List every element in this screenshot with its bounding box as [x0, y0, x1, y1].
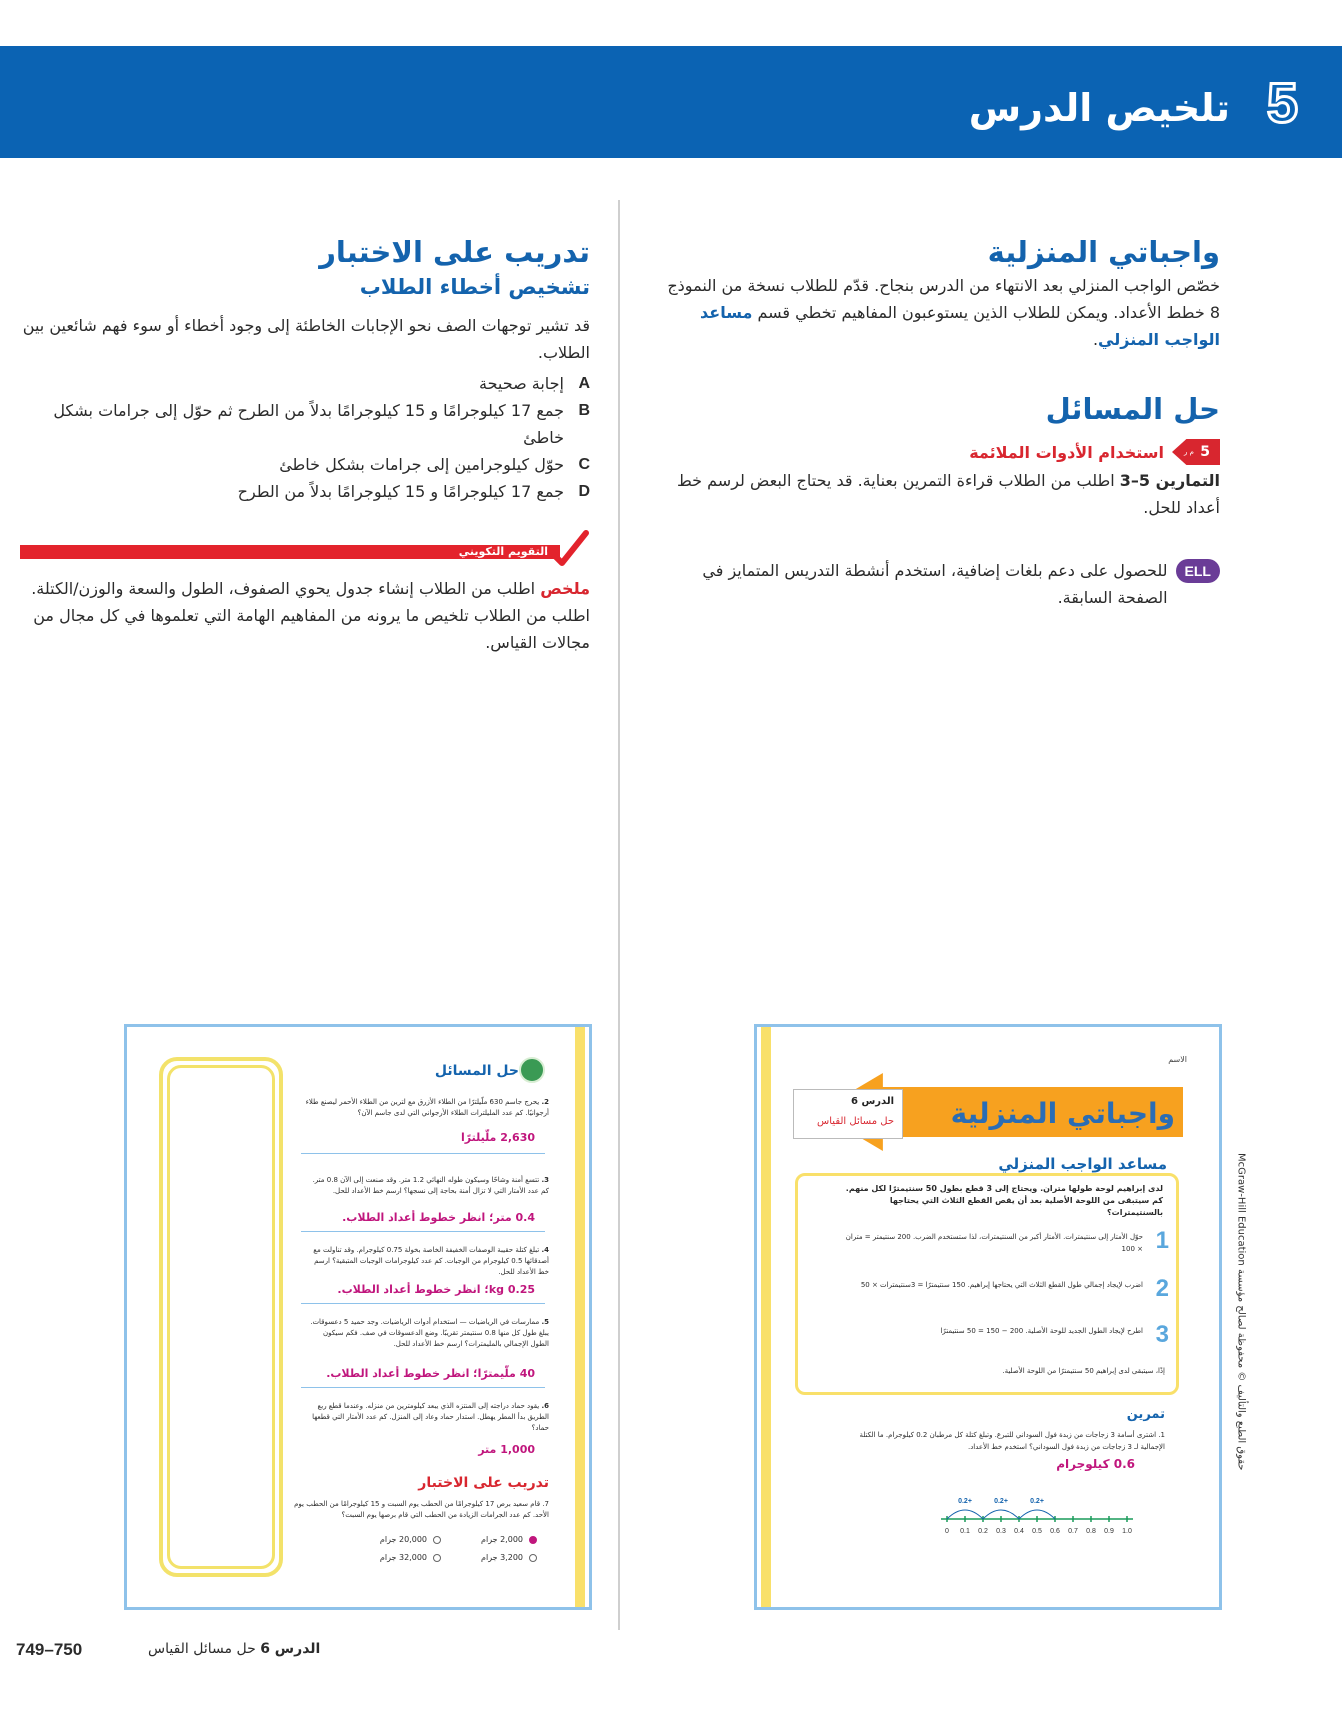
tools-heading — [660, 437, 1220, 467]
right-column — [660, 232, 1220, 611]
page-footer — [16, 1640, 376, 1666]
practice-tag-icon: م ر 5 — [1172, 439, 1220, 465]
answer-choices — [20, 370, 590, 505]
number-line-label: 1.0 — [1122, 1528, 1132, 1535]
wl-rule — [301, 1387, 545, 1388]
exercises-text: التمارين 5–3 اطلب من الطلاب قراءة التمرين بعناية. قد يحتاج البعض لرسم خط أعداد للحل. — [676, 471, 1220, 517]
ws-step-3: 3 اطرح لإيجاد الطول الجديد للوحة الأصلية. 200 − 150 = 50 سنتيمترًا — [940, 1321, 1169, 1348]
ell-note — [660, 557, 1220, 611]
number-line-label: 0.8 — [1086, 1528, 1096, 1535]
problem-solving-worksheet-thumbnail — [124, 1024, 592, 1610]
wl-test-heading: تدريب على الاختبار — [418, 1475, 549, 1491]
wl-item-3: 3. تتسع أمنة وشاحًا وسيكون طوله النهائي 1.2 متر. وقد صنعت إلى الآن 0.8 متر. كم عدد الأمتار التي لا تزال أمنة بحاجة إلى نسجها؟ ارسم خط الأعداد للحل. — [312, 1176, 549, 1195]
wl-rule — [301, 1303, 545, 1304]
number-line-label: 0.6 — [1050, 1528, 1060, 1535]
ws-conclusion: إذًا، سيتبقى لدى إبراهيم 50 سنتيمترًا من اللوحة الأصلية. — [1002, 1367, 1165, 1375]
choice-b: B جمع 17 كيلوجرامًا و 15 كيلوجرامًا بدلاً من الطرح ثم حوّل إلى جرامات بشكل خاطئ — [53, 401, 590, 447]
wl-answer-6: 1,000 متر — [478, 1443, 535, 1456]
ws-step-2: 2 اضرب لإيجاد إجمالي طول القطع الثلاث التي يحتاجها إبراهيم. 150 سنتيمترًا = 3سنتيمترات × 50 — [860, 1275, 1169, 1302]
formative-label: التقويم التكويني — [458, 545, 548, 558]
number-line-label: 0.2 — [978, 1528, 988, 1535]
choice-a: A إجابة صحيحة — [479, 374, 590, 393]
ws-helper-question: لدى إبراهيم لوحة طولها متران. ويحتاج إلى 3 قطع بطول 50 سنتيمترًا لكل منهم. كم سيتبقى من اللوحة الأصلية بعد أن يقص القطع الثلاث التي يحتاجها بالسنتيمترات؟ — [845, 1184, 1163, 1217]
left-column — [20, 232, 590, 656]
diagnose-intro: قد تشير توجهات الصف نحو الإجابات الخاطئة إلى وجود أخطاء أو سوء فهم شائعين بين الطلاب. — [22, 316, 590, 362]
ws-step-1: 1 حوّل الأمتار إلى سنتيمترات. الأمتار أكبر من السنتيمترات، لذا ستستخدم الضرب. 200 سنتيمتر = متران × 100 — [845, 1227, 1169, 1254]
problem-solving-heading: حل المسائل — [1045, 392, 1220, 426]
diagnose-errors-heading: تشخيص أخطاء الطلاب — [359, 275, 590, 299]
wl-answer-2: 2,630 ملّيلترًا — [460, 1131, 535, 1144]
choice-c: C حوّل كيلوجرامين إلى جرامات بشكل خاطئ — [279, 455, 590, 474]
number-line-jump-label: +0.2 — [958, 1498, 972, 1505]
wl-option-a: 2,000 جرام — [481, 1535, 537, 1544]
wl-item-2: 2. يحرج جاسم 630 ملّيلترًا من الطلاء الأزرق مع لترين من الطلاء الأحمر ليصنع طلاء أرجوانيًا. كم عدد المليلترات الطلاء الأرجواني التي لدى جاسم الآن؟ — [305, 1098, 549, 1117]
test-practice-heading: تدريب على الاختبار — [319, 235, 590, 269]
wl-option-d: 32,000 جرام — [380, 1553, 441, 1562]
number-line-label: 0.4 — [1014, 1528, 1024, 1535]
ws-lesson-box: الدرس 6 حل مسائل القياس — [793, 1089, 903, 1139]
number-line-label: 0 — [945, 1528, 949, 1535]
wl-rule — [301, 1153, 545, 1154]
wl-answer-3: 0.4 متر؛ انظر خطوط أعداد الطلاب. — [342, 1211, 535, 1224]
ws-practice-question: 1. اشترى أسامة 3 زجاجات من زبدة فول السوداني للتبرع. وتبلغ كتلة كل مرطبان 0.2 كيلوجرام. ما الكتلة الإجمالية لـ 3 زجاجات من زبدة فول السوداني؟ استخدم خط الأعداد. — [859, 1431, 1165, 1451]
number-line-label: 0.9 — [1104, 1528, 1114, 1535]
globe-icon — [519, 1057, 545, 1083]
page-numbers: 749–750 — [16, 1640, 83, 1659]
ws-practice-answer: 0.6 كيلوجرام — [1056, 1457, 1135, 1471]
checkmark-icon — [546, 529, 590, 569]
wl-test-question: 7. قام سعيد برص 17 كيلوجرامًا من الحطب يوم السبت و 15 كيلوجرامًا من الحطب يوم الأحد. كم عدد الجرامات الزيادة من الحطب التي قام برصها يوم السبت؟ — [294, 1500, 549, 1519]
homework-worksheet-thumbnail — [754, 1024, 1222, 1610]
wl-item-4: 4. تبلغ كتلة حقيبة الوصفات الخفيفة الخاصة بخولة 0.75 كيلوجرام. وقد تناولت مع أصدقائها 0.5 كيلوجرام من الوجبات. كم عدد كيلوجرامات الوجبات المتبقية؟ ارسم خط الأعداد للحل. — [313, 1246, 549, 1276]
number-line — [937, 1483, 1137, 1545]
number-line-label: 0.5 — [1032, 1528, 1042, 1535]
ell-text: للحصول على دعم بلغات إضافية، استخدم أنشطة التدريس المتمايز في الصفحة السابقة. — [702, 561, 1168, 607]
footer-lesson: الدرس 6 حل مسائل القياس — [148, 1641, 321, 1657]
wl-option-c: 20,000 جرام — [380, 1535, 441, 1544]
ws-title: واجباتي المنزلية — [950, 1097, 1175, 1130]
ws-practice-heading: تمرين — [1126, 1407, 1165, 1422]
number-line-jump-label: +0.2 — [994, 1498, 1008, 1505]
number-line-label: 0.3 — [996, 1528, 1006, 1535]
tools-title: استخدام الأدوات الملائمة — [969, 442, 1164, 462]
number-line-label: 0.1 — [960, 1528, 970, 1535]
ell-badge: ELL — [1176, 559, 1220, 583]
choice-d: D جمع 17 كيلوجرامًا و 15 كيلوجرامًا بدلاً من الطرح — [237, 482, 590, 501]
column-divider — [618, 200, 620, 1630]
wl-answer-4: 0.25 kg؛ انظر خطوط أعداد الطلاب. — [337, 1283, 535, 1296]
wl-option-b: 3,200 جرام — [481, 1553, 537, 1562]
wl-item-6: 6. يقود حماد دراجته إلى المنتزه الذي يبعد كيلومترين من منزله. وعندما قطع ربع الطريق بدأ المطر يهطل. استدار حماد وعاد إلى المنزل. كم عدد الأمتار التي قطعها حماد؟ — [312, 1402, 549, 1432]
wl-answer-5: 40 ملّيمترًا؛ انظر خطوط أعداد الطلاب. — [326, 1367, 535, 1380]
copyright-side-text: حقوق الطبع والتأليف © محفوظة لصالح مؤسسة McGraw-Hill Education — [1235, 1153, 1247, 1471]
homework-heading: واجباتي المنزلية — [987, 235, 1220, 269]
wl-item-5: 5. ممارسات في الرياضيات — استخدام أدوات الرياضيات. وجد حميد 5 دعسوقات. يبلغ طول كل منها 0.8 سنتيمتر تقريبًا. وضع الدعسوقات في صف. فكم سيكون الطول الإجمالي بالمليمترات؟ ارسم خط الأعداد للحل. — [310, 1318, 549, 1348]
banner-title: تلخيص الدرس — [968, 86, 1230, 130]
wl-rule — [301, 1231, 545, 1232]
ws-name-label: الاسم — [1168, 1055, 1187, 1064]
banner-number: 5 — [1266, 71, 1298, 134]
number-line-jump-label: +0.2 — [1030, 1498, 1044, 1505]
formative-assessment-bar — [20, 537, 590, 565]
ws-helper-heading: مساعد الواجب المنزلي — [998, 1155, 1167, 1173]
number-line-label: 0.7 — [1068, 1528, 1078, 1535]
summary-text: ملخص اطلب من الطلاب إنشاء جدول يحوي الصفوف، الطول والسعة والوزن/الكتلة. اطلب من الطلاب تلخيص ما يرونه من المفاهيم الهامة التي تعلموها في كل مجال من مجالات القياس. — [31, 579, 590, 652]
homework-body: خصّص الواجب المنزلي بعد الانتهاء من الدرس بنجاح. قدّم للطلاب نسخة من النموذج 8 خطط الأعداد. ويمكن للطلاب الذين يستوعبون المفاهيم تخطي قسم مساعد الواجب المنزلي. — [667, 276, 1220, 349]
lesson-banner — [0, 46, 1342, 158]
homework-helper-link: مساعد الواجب المنزلي — [700, 303, 1220, 349]
wl-heading: حل المسائل — [434, 1063, 519, 1079]
yellow-loop-decoration-inner — [167, 1065, 275, 1569]
